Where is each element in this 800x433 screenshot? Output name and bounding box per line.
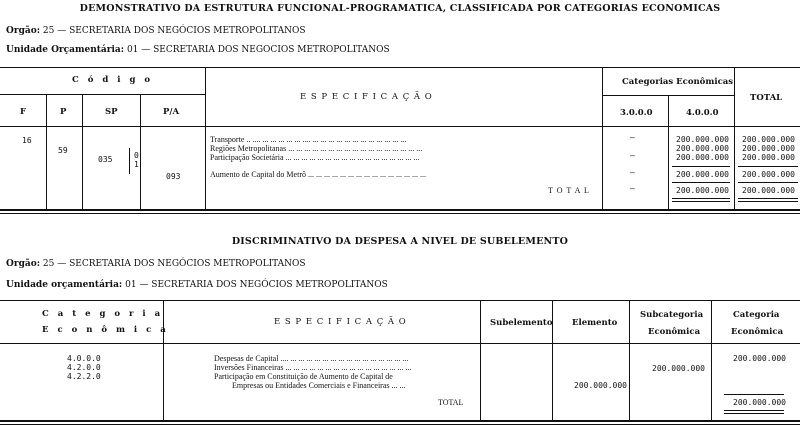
row-aumento: Aumento de Capital do Metrô ... ... ... ... ... ... ... ... ... ... ... ... ... ... ... bbox=[210, 170, 426, 179]
t2-header-categoria1: C a t e g o r i a bbox=[42, 309, 164, 319]
cat2-total-rule bbox=[672, 182, 730, 183]
t2-header-cat2: Econômica bbox=[731, 327, 784, 337]
t2-header-elemento: Elemento bbox=[572, 318, 618, 328]
header-f: F bbox=[20, 107, 27, 117]
row1-total: 200.000.000 bbox=[742, 144, 795, 153]
t2-col-elem-border bbox=[629, 301, 630, 421]
col-sp-sub-border bbox=[129, 148, 130, 174]
cat2-subtotal-rule bbox=[672, 166, 730, 167]
header-sp: SP bbox=[105, 107, 118, 117]
t2-row-despesas: Despesas de Capital .... ... ... ... ... ... ... ... ... ... ... ... ... ... ... ... bbox=[214, 354, 409, 363]
t2-header-subelemento: Subelemento bbox=[490, 318, 553, 328]
header-cat2: 4.0.0.0 bbox=[686, 108, 719, 118]
code-pa: 093 bbox=[166, 172, 181, 181]
table1-total-label: T O T A L bbox=[548, 186, 590, 195]
section1-orgao bbox=[6, 26, 306, 36]
code-sp-sub1: 0 bbox=[134, 151, 139, 160]
col-p-border bbox=[82, 95, 83, 210]
t2-elemento-value: 200.000.000 bbox=[574, 381, 627, 390]
table1-bottom-rule2 bbox=[0, 213, 800, 214]
header-pa: P/A bbox=[163, 107, 180, 117]
header-codigo: C ó d i g o bbox=[72, 75, 154, 85]
section1-unidade bbox=[6, 45, 390, 55]
unidade2-value: 01 — SECRETARIA DOS NEGÓCIOS METROPOLITANOS bbox=[125, 280, 388, 290]
total-dbl-rule2 bbox=[738, 201, 798, 202]
row0-cat2: 200.000.000 bbox=[676, 135, 729, 144]
unidade-label: Unidade Orçamentária: bbox=[6, 45, 125, 55]
header-total: TOTAL bbox=[750, 93, 783, 103]
section2-orgao bbox=[6, 259, 306, 269]
row3-cat2: 200.000.000 bbox=[676, 170, 729, 179]
header-cat1: 3.0.0.0 bbox=[620, 108, 653, 118]
code-sp: 035 bbox=[98, 155, 113, 164]
section2-unidade bbox=[6, 280, 388, 290]
total-cat2: 200.000.000 bbox=[676, 186, 729, 195]
code-sp-sub2: 1 bbox=[134, 160, 139, 169]
row-regioes: Regiões Metropolitanas ... ... ... ... ... ... ... ... ... ... ... ... ... ... ... ... ... bbox=[210, 144, 423, 153]
codigo-divider bbox=[0, 94, 205, 95]
row3-total: 200.000.000 bbox=[742, 170, 795, 179]
cat2-dbl-rule1 bbox=[672, 198, 730, 199]
unidade2-label: Unidade orçamentária: bbox=[6, 280, 123, 290]
total-total: 200.000.000 bbox=[742, 186, 795, 195]
t2-cat-value: 200.000.000 bbox=[733, 354, 786, 363]
t2-header-subcat1: Subcategoria bbox=[640, 310, 704, 320]
t2-col-espec-border bbox=[480, 301, 481, 421]
row3-cat1: — bbox=[630, 168, 635, 177]
table1-bottom-rule bbox=[0, 209, 800, 211]
total-dbl-rule1 bbox=[738, 198, 798, 199]
t2-code-2: 4.2.2.0 bbox=[67, 372, 101, 381]
t2-total-label: TOTAL bbox=[438, 398, 464, 407]
orgao-label: Orgão: bbox=[6, 26, 41, 36]
row-participacao: Participação Societária ... ... ... ... ... ... ... ... ... ... ... ... ... ... ... ... ... bbox=[210, 153, 420, 162]
table1-top-rule bbox=[0, 67, 800, 68]
section2-title: DISCRIMINATIVO DA DESPESA A NIVEL DE SUBELEMENTO bbox=[231, 236, 569, 247]
t2-total-rule1 bbox=[724, 410, 784, 411]
code-f: 16 bbox=[22, 136, 32, 145]
row2-cat1: — bbox=[630, 151, 635, 160]
t2-header-categoria2: E c o n ô m i c a bbox=[42, 325, 169, 335]
t2-row-empresas: Empresas ou Entidades Comerciais e Financeiras ... ... bbox=[232, 381, 406, 390]
section1-title: DEMONSTRATIVO DA ESTRUTURA FUNCIONAL-PROGRAMATICA, CLASSIFICADA POR CATEGORIAS ECONOMICAS bbox=[79, 3, 721, 14]
code-p: 59 bbox=[58, 146, 68, 155]
t2-header-cat1: Categoria bbox=[733, 310, 780, 320]
row2-total: 200.000.000 bbox=[742, 153, 795, 162]
orgao-value: 25 — SECRETARIA DOS NEGÓCIOS METROPOLITANOS bbox=[42, 26, 306, 36]
table2-top-rule bbox=[0, 300, 800, 301]
unidade-value: 01 — SECRETARIA DOS NEGOCIOS METROPOLITANOS bbox=[126, 45, 390, 55]
t2-header-subcat2: Econômica bbox=[648, 327, 701, 337]
table2-bottom-rule2 bbox=[0, 424, 800, 425]
header-especificacao: E S P E C I F I C A Ç Ã O bbox=[300, 92, 433, 102]
header-p: P bbox=[60, 107, 67, 117]
table2-header-rule bbox=[0, 343, 800, 344]
t2-total-rule-top bbox=[724, 394, 784, 395]
cat2-dbl-rule2 bbox=[672, 201, 730, 202]
t2-total-rule2 bbox=[724, 413, 784, 414]
t2-col-cat-border bbox=[163, 301, 164, 421]
t2-total-value: 200.000.000 bbox=[733, 398, 786, 407]
t2-subcat-value: 200.000.000 bbox=[652, 364, 705, 373]
header-categorias: Categorias Econômicas bbox=[622, 77, 734, 87]
total-subtotal-rule bbox=[738, 166, 798, 167]
col-sp-border bbox=[140, 95, 141, 210]
t2-code-1: 4.2.0.0 bbox=[67, 363, 101, 372]
row-transporte: Transporte .. .... ... ... ... ... ... .... ... ... ... ... ... ... ... ... ... ... ... ... bbox=[210, 135, 407, 144]
col-cat1-border bbox=[668, 96, 669, 210]
row0-total: 200.000.000 bbox=[742, 135, 795, 144]
total-cat1: — bbox=[630, 184, 635, 193]
t2-col-subcat-border bbox=[711, 301, 712, 421]
col-f-border bbox=[46, 95, 47, 210]
t2-row-participacao: Participação em Constituição de Aumento de Capital de bbox=[214, 372, 393, 381]
t2-code-0: 4.0.0.0 bbox=[67, 354, 101, 363]
t2-row-inversoes: Inversões Financeiras ... ... ... ... ... ... ... ... ... ... ... ... ... ... ... ... bbox=[214, 363, 412, 372]
orgao2-value: 25 — SECRETARIA DOS NEGÓCIOS METROPOLITANOS bbox=[42, 259, 306, 269]
col-espec-border bbox=[602, 68, 603, 210]
table1-header-rule bbox=[0, 126, 800, 127]
row1-cat2: 200.000.000 bbox=[676, 144, 729, 153]
row2-cat2: 200.000.000 bbox=[676, 153, 729, 162]
col-pa-border bbox=[205, 68, 206, 210]
orgao2-label: Orgão: bbox=[6, 259, 41, 269]
col-cat2-border bbox=[734, 68, 735, 210]
t2-header-especificacao: E S P E C I F I C A Ç Ã O bbox=[274, 317, 407, 327]
row0-cat1: — bbox=[630, 133, 635, 142]
total-total-rule bbox=[738, 182, 798, 183]
table2-bottom-rule bbox=[0, 420, 800, 422]
